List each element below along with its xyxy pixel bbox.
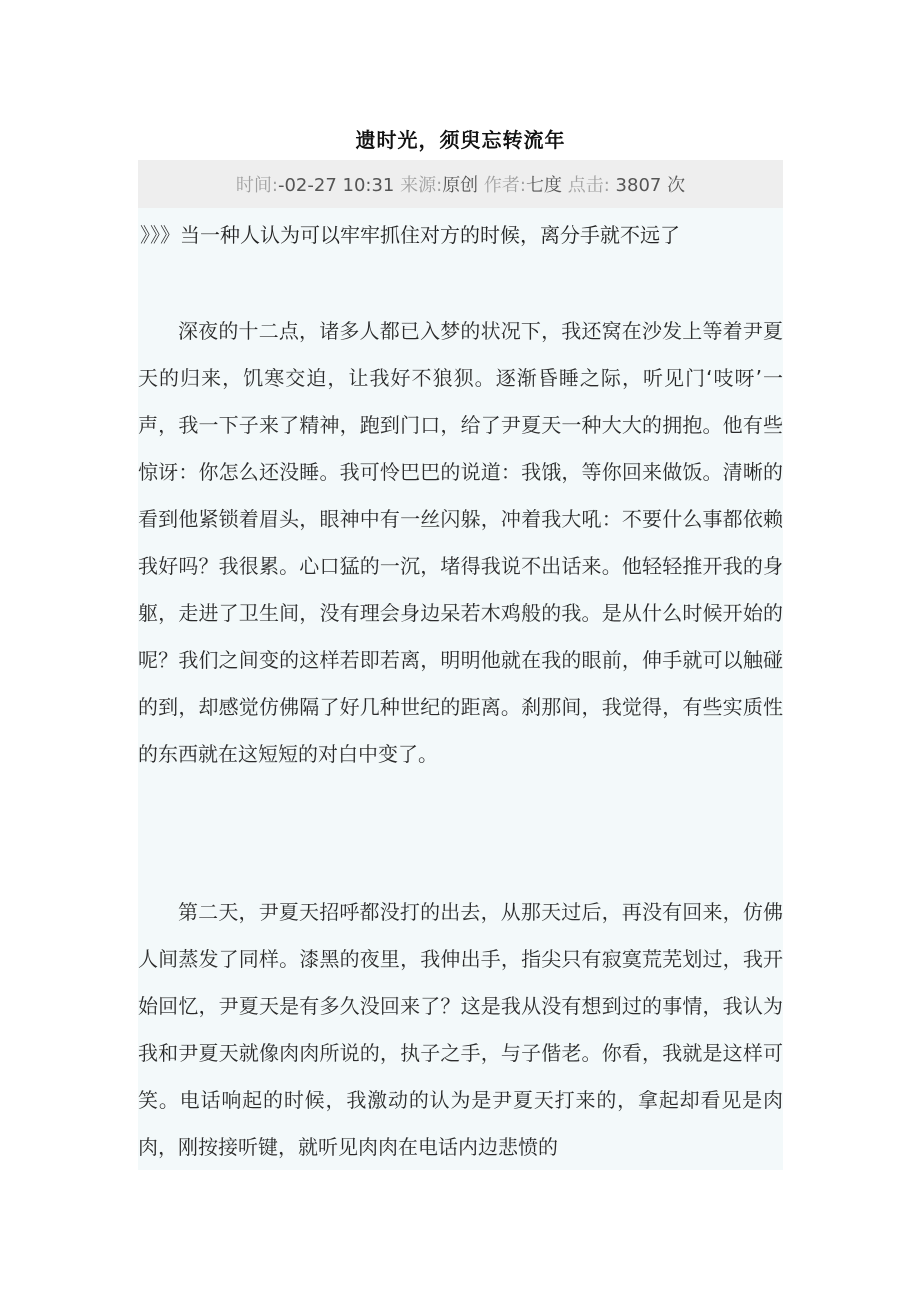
author-value: 七度: [526, 175, 562, 196]
article-lede: 》》》当一种人认为可以牢牢抓住对方的时候，离分手就不远了: [140, 223, 680, 247]
article-title: 遗时光，须臾忘转流年: [355, 128, 566, 152]
clicks-value: 3807: [615, 175, 662, 196]
article-meta-bar: [138, 160, 783, 208]
article-paragraph-1: 深夜的十二点，诸多人都已入梦的状况下，我还窝在沙发上等着尹夏天的归来，饥寒交迫，让我好不狼狈。逐渐昏睡之际，听见门‘吱呀’一声，我一下子来了精神，跑到门口，给了尹夏天一种大大的拥抱。他有些惊讶：你怎么还没睡。我可怜巴巴的说道：我饿，等你回来做饭。清晰的看到他紧锁着眉头，眼神中有一丝闪躲，冲着我大吼：不要什么事都依赖我好吗？我很累。心口猛的一沉，堵得我说不出话来。他轻轻推开我的身躯，走进了卫生间，没有理会身边呆若木鸡般的我。是从什么时候开始的呢？我们之间变的这样若即若离，明明他就在我的眼前，伸手就可以触碰的到，却感觉仿佛隔了好几种世纪的距离。刹那间，我觉得，有些实质性的东西就在这短短的对白中变了。: [138, 319, 783, 766]
time-label: 时间:: [235, 175, 278, 196]
article-body: [138, 208, 783, 1170]
time-value: -02-27 10:31: [277, 175, 395, 196]
clicks-label: 点击:: [567, 175, 610, 196]
source-label: 来源:: [400, 175, 443, 196]
author-label: 作者:: [483, 175, 526, 196]
clicks-unit: 次: [667, 175, 686, 196]
article-paragraph-2: 第二天，尹夏天招呼都没打的出去，从那天过后，再没有回来，仿佛人间蒸发了同样。漆黑的夜里，我伸出手，指尖只有寂寞荒芜划过，我开始回忆，尹夏天是有多久没回来了？这是我从没有想到过的事情，我认为我和尹夏天就像肉肉所说的，执子之手，与子偕老。你看，我就是这样可笑。电话响起的时候，我激动的认为是尹夏天打来的，拿起却看见是肉肉，刚按接听键，就听见肉肉在电话内边悲愤的: [138, 900, 783, 1159]
source-value: 原创: [442, 175, 479, 196]
